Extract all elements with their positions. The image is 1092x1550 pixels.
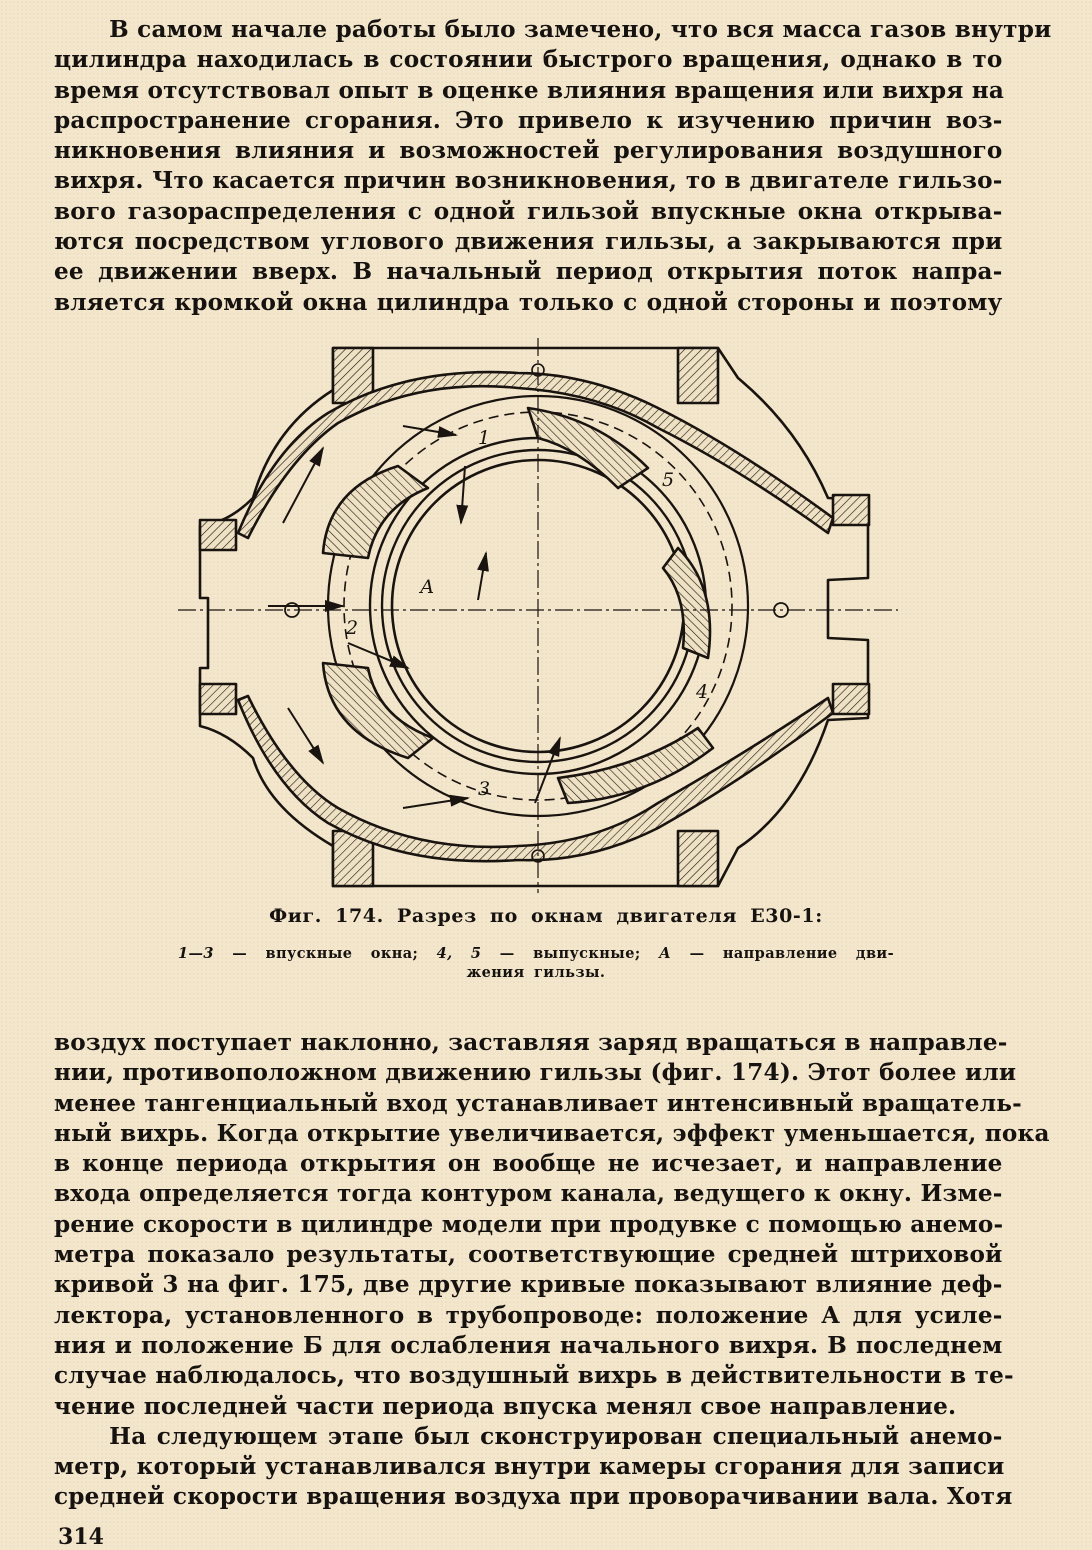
text-line: никновения влияния и возможностей регулирования воздушного — [54, 136, 1003, 165]
arrow-flow — [403, 798, 468, 808]
arrow-flow — [288, 708, 323, 763]
text-line: нии, противоположном движению гильзы (фиг. 174). Этот более или — [54, 1058, 1017, 1087]
wall-bottom — [238, 696, 833, 861]
boss-right — [833, 495, 869, 525]
legend-key-inlet: 1—3 — [178, 945, 214, 962]
text-line: ния и положение Б для ослабления начального вихря. В последнем — [54, 1330, 1003, 1359]
label-port-4: 4 — [696, 681, 709, 703]
figure-caption-legend-continued: жения гильзы. — [466, 964, 606, 981]
text-line: чение последней части периода впуска менял свое направление. — [54, 1391, 957, 1420]
boss-left — [200, 520, 236, 550]
text-line: цилиндра находилась в состоянии быстрого вращения, однако в то — [54, 45, 1003, 74]
paragraph-top — [54, 14, 1052, 317]
text-line: менее тангенциальный вход устанавливает интенсивный вращатель- — [54, 1088, 1022, 1117]
text-line: вихря. Что касается причин возникновения, то в двигателе гильзо- — [54, 166, 1003, 195]
legend-text-inlet: — впускные окна; — [213, 945, 437, 962]
boss-bottom-right — [678, 831, 718, 886]
figure-caption-legend — [178, 945, 894, 962]
boss-top-right — [678, 348, 718, 403]
page-number: 314 — [58, 1524, 104, 1550]
port-5-block — [528, 408, 648, 488]
label-sleeve-direction: А — [420, 576, 435, 598]
text-line: На следующем этапе был сконструирован специальный анемо- — [109, 1421, 1003, 1450]
boss-left-bottom — [200, 684, 236, 714]
figure-engine-cross-section — [178, 338, 898, 893]
label-port-1: 1 — [478, 427, 491, 449]
text-line: В самом начале работы было замечено, что вся масса газов внутри — [109, 15, 1052, 43]
legend-text-outlet: — выпускные; — [481, 945, 659, 962]
cross-section-drawing — [178, 338, 898, 893]
legend-key-outlet: 4, 5 — [436, 945, 482, 962]
text-line: метр, который устанавливался внутри камеры сгорания для записи — [54, 1452, 1005, 1481]
boss-right-bottom — [833, 684, 869, 714]
arrow-flow — [535, 738, 560, 803]
text-line: случае наблюдалось, что воздушный вихрь в действительности в те- — [54, 1361, 1014, 1390]
text-line: вого газораспределения с одной гильзой впускные окна открыва- — [54, 196, 1003, 225]
paragraph-bottom — [54, 1027, 1050, 1512]
label-port-2: 2 — [346, 617, 359, 639]
text-line: средней скорости вращения воздуха при проворачивании вала. Хотя — [54, 1482, 1013, 1511]
text-line: лектора, установленного в трубопроводе: положение А для усиле- — [54, 1300, 1003, 1329]
figure-caption-title: Фиг. 174. Разрез по окнам двигателя Е30-1: — [269, 905, 823, 927]
text-line: время отсутствовал опыт в оценке влияния вращения или вихря на — [54, 75, 1005, 104]
text-line: в конце периода открытия он вообще не исчезает, и направление — [54, 1149, 1003, 1178]
port-4-block — [663, 548, 710, 658]
legend-key-direction: А — [658, 945, 672, 962]
text-line: ются посредством углового движения гильзы, а закрываются при — [54, 227, 1003, 256]
text-line: метра показало результаты, соответствующие средней штриховой — [54, 1240, 1003, 1269]
text-line: распространение сгорания. Это привело к изучению причин воз- — [54, 105, 1003, 134]
label-port-5: 5 — [662, 469, 675, 491]
text-line: воздух поступает наклонно, заставляя заряд вращаться в направле- — [54, 1028, 1008, 1056]
arrow-flow — [478, 553, 486, 600]
text-line: кривой 3 на фиг. 175, две другие кривые показывают влияние деф- — [54, 1270, 1003, 1299]
text-line: ее движении вверх. В начальный период открытия поток напра- — [54, 257, 1003, 286]
legend-text-direction: — направление дви- — [671, 945, 895, 962]
label-port-3: 3 — [478, 778, 491, 800]
text-line: входа определяется тогда контуром канала, ведущего к окну. Изме- — [54, 1179, 1003, 1208]
text-line: вляется кромкой окна цилиндра только с одной стороны и поэтому — [54, 287, 1003, 316]
arrow-flow — [461, 466, 465, 523]
text-line: ный вихрь. Когда открытие увеличивается, эффект уменьшается, пока — [54, 1118, 1050, 1147]
text-line: рение скорости в цилиндре модели при продувке с помощью анемо- — [54, 1209, 1004, 1238]
port-3-block — [323, 663, 433, 758]
